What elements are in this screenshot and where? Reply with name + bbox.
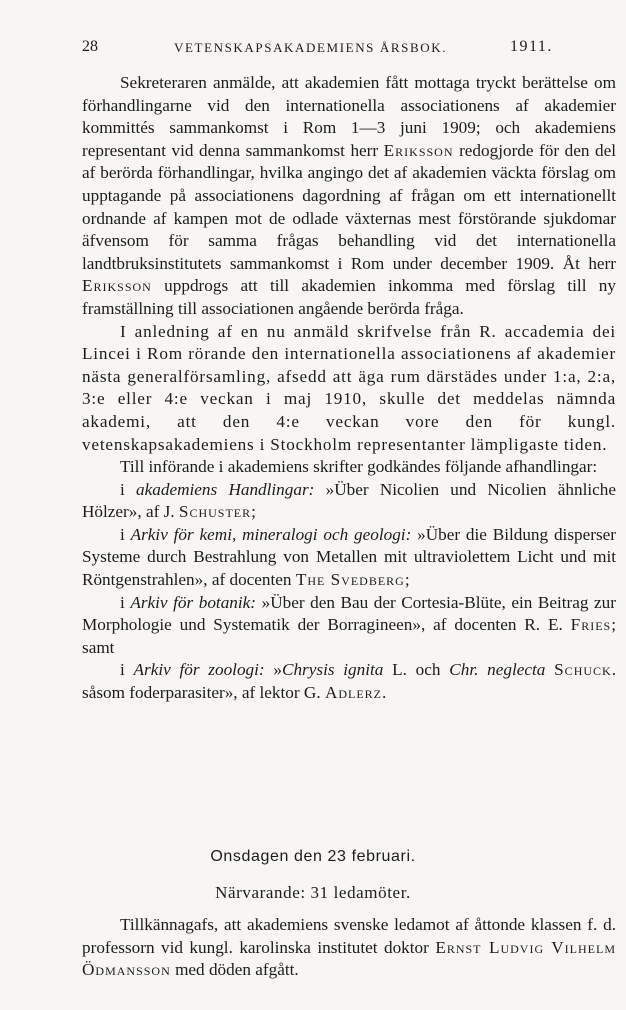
- paragraph-approved-papers: Till införande i akademiens skrifter godkändes följande afhandlingar:: [120, 457, 598, 477]
- person-name: Ernst Ludvig Vilhelm Ödmansson: [82, 937, 616, 980]
- main-text: [82, 72, 616, 705]
- paragraph-lincei-letter: I anledning af en nu anmäld skrifvelse från R. accademia dei Lincei i Rom rörande den internationella associationens af akademier nästa generalförsamling, afsedd att äga rum därstädes under 1:a, 2:a, 3:e eller 4:e veckan i maj 1910, skulle det meddelas nämnda akademi, att den 4:e veckan vore den för kungl. vetenskapsakademiens i Stockholm representanter lämpligaste tiden.: [82, 321, 616, 454]
- list-item: i akademiens Handlingar: »Über Nicolien und Nicolien ähnliche Hölzer», af J. Schuster;: [82, 479, 617, 522]
- author-name: Schuck: [554, 660, 612, 680]
- author-name: The Svedberg: [295, 570, 405, 590]
- series-name: Arkiv för botanik:: [130, 592, 257, 612]
- person-name: Eriksson: [383, 140, 454, 160]
- running-title: VETENSKAPSAKADEMIENS ÅRSBOK.: [174, 40, 448, 55]
- paragraph-secretary-report: Sekreteraren anmälde, att akademien fått mottaga tryckt berättelse om förhandlingarne vid den internationella associationens af akademier kommittés sammankomst i Rom 1—3 juni 1909; och akademiens representant vid denna sammankomst herr Eriksson redogjorde för den del af berörda förhandlingar, hvilka angingo det af akademien väckta förslag om upptagande på associationens dagordning af frågan om ett internationellt ordnande af kampen mot de odlade växternas mest förstörande sjukdomar äfvensom för samma frågas behandling vid det internationella landtbruksinstitutets sammankomst i Rom under december 1909. Åt herr Eriksson uppdrogs att till akademien inkomma med förslag till ny framställning till associationen angående berörda fråga.: [82, 73, 617, 318]
- list-item: i Arkiv för kemi, mineralogi och geologi: »Über die Bildung disperser Systeme durch Bestrahlung von Metallen mit ultraviolettem Licht und mit Röntgenstrahlen», af docenten The Svedberg;: [82, 524, 616, 590]
- meeting-heading: Onsdagen den 23 februari.: [210, 848, 416, 865]
- header-year: 1911.: [510, 38, 553, 55]
- running-header: [82, 38, 616, 60]
- author-name: Fries: [570, 615, 612, 635]
- person-name: Eriksson: [82, 276, 152, 296]
- species-name: Chr. neglecta: [449, 660, 546, 680]
- attendance-line: Närvarande: 31 ledamöter.: [215, 883, 411, 902]
- page-number: 28: [82, 38, 98, 55]
- paragraph-death-notice: Tillkännagafs, att akademiens svenske ledamot af åttonde klassen f. d. professorn vid kungl. karolinska institutet doktor Ernst Ludvig Vilhelm Ödmansson med döden afgått.: [82, 915, 616, 980]
- closing-text: [82, 914, 616, 982]
- series-name: akademiens Handlingar:: [136, 479, 315, 499]
- author-name: Adlerz: [324, 683, 383, 703]
- species-name: Chrysis ignita: [282, 660, 384, 680]
- list-item: i Arkiv för zoologi: »Chrysis ignita L. och Chr. neglecta Schuck. såsom foderparasiter», af lektor G. Adlerz.: [82, 660, 616, 703]
- series-name: Arkiv för kemi, mineralogi och geologi:: [130, 524, 412, 544]
- author-name: Schuster: [178, 502, 252, 522]
- list-item: i Arkiv för botanik: »Über den Bau der Cortesia-Blüte, ein Beitrag zur Morphologie und Systematik der Borragineen», af docenten R. E. Fries; samt: [82, 592, 616, 657]
- series-name: Arkiv för zoologi:: [133, 660, 265, 680]
